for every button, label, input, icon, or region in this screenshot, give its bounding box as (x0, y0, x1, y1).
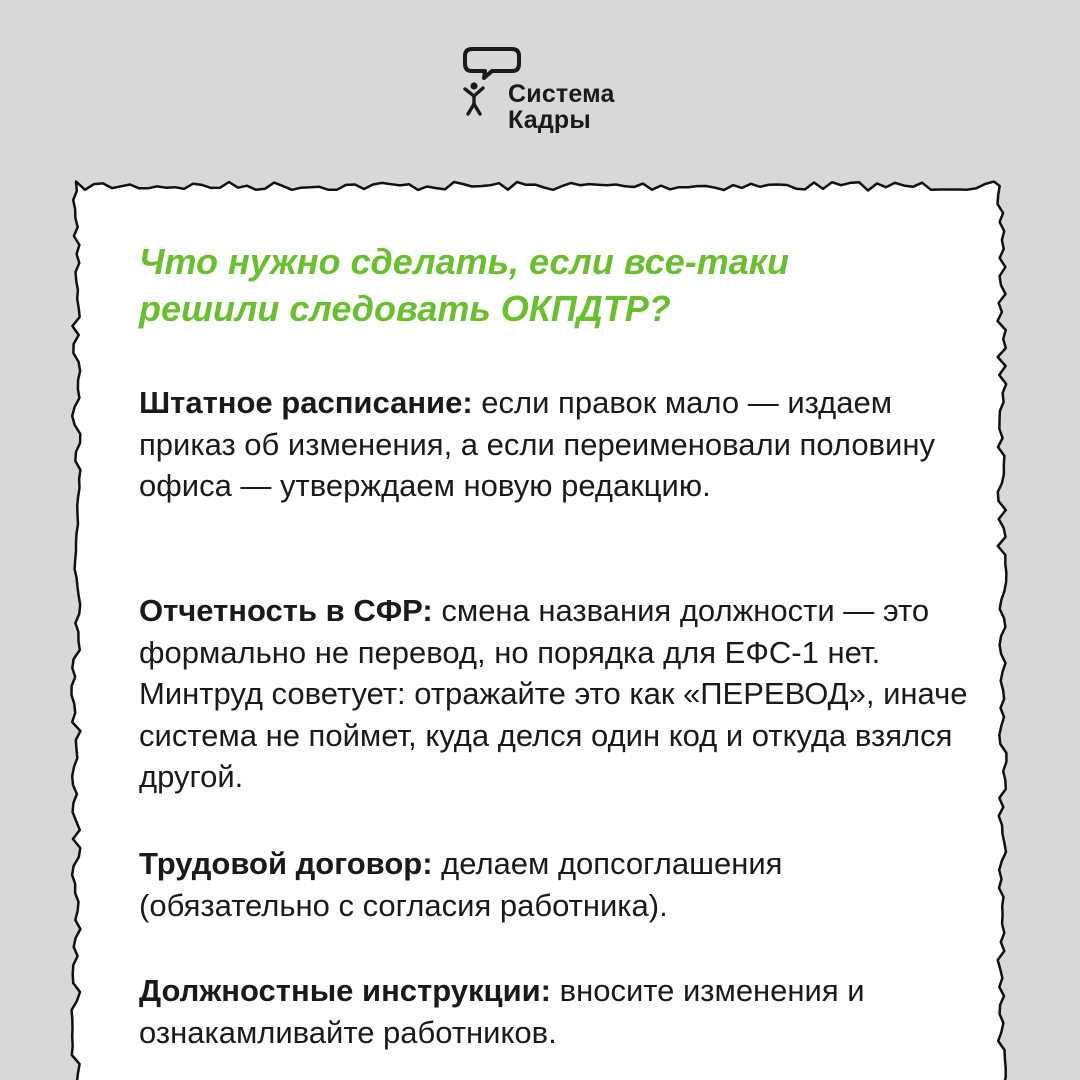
brand-name-line1: Система (508, 80, 615, 108)
section-label: Штатное расписание: (139, 385, 473, 420)
section-sfr-reporting (139, 590, 969, 798)
section-staff-schedule (139, 382, 974, 507)
section-label: Отчетность в СФР: (139, 593, 433, 628)
page-title: Что нужно сделать, если все-таки решили следовать ОКПДТР? (139, 241, 790, 329)
section-labor-contract (139, 843, 939, 926)
section-label: Должностные инструкции: (139, 973, 552, 1008)
section-label: Трудовой договор: (139, 846, 433, 881)
section-text: если правок мало — издаем приказ об изменения, а если переименовали половину офиса — утверждаем новую редакцию. (139, 385, 935, 503)
brand-name-line2: Кадры (508, 106, 591, 134)
section-text: смена названия должности — это формально не перевод, но порядка для ЕФС-1 нет. Минтруд советует: отражайте это как «ПЕРЕВОД», иначе система не поймет, куда делся один код и откуда взялся другой. (139, 593, 968, 794)
section-text: вносите изменения и ознакамливайте работников. (139, 973, 865, 1050)
content-area (139, 238, 999, 1050)
section-text: делаем допсоглашения (обязательно с согласия работника). (139, 846, 783, 923)
section-job-descriptions (139, 970, 979, 1053)
